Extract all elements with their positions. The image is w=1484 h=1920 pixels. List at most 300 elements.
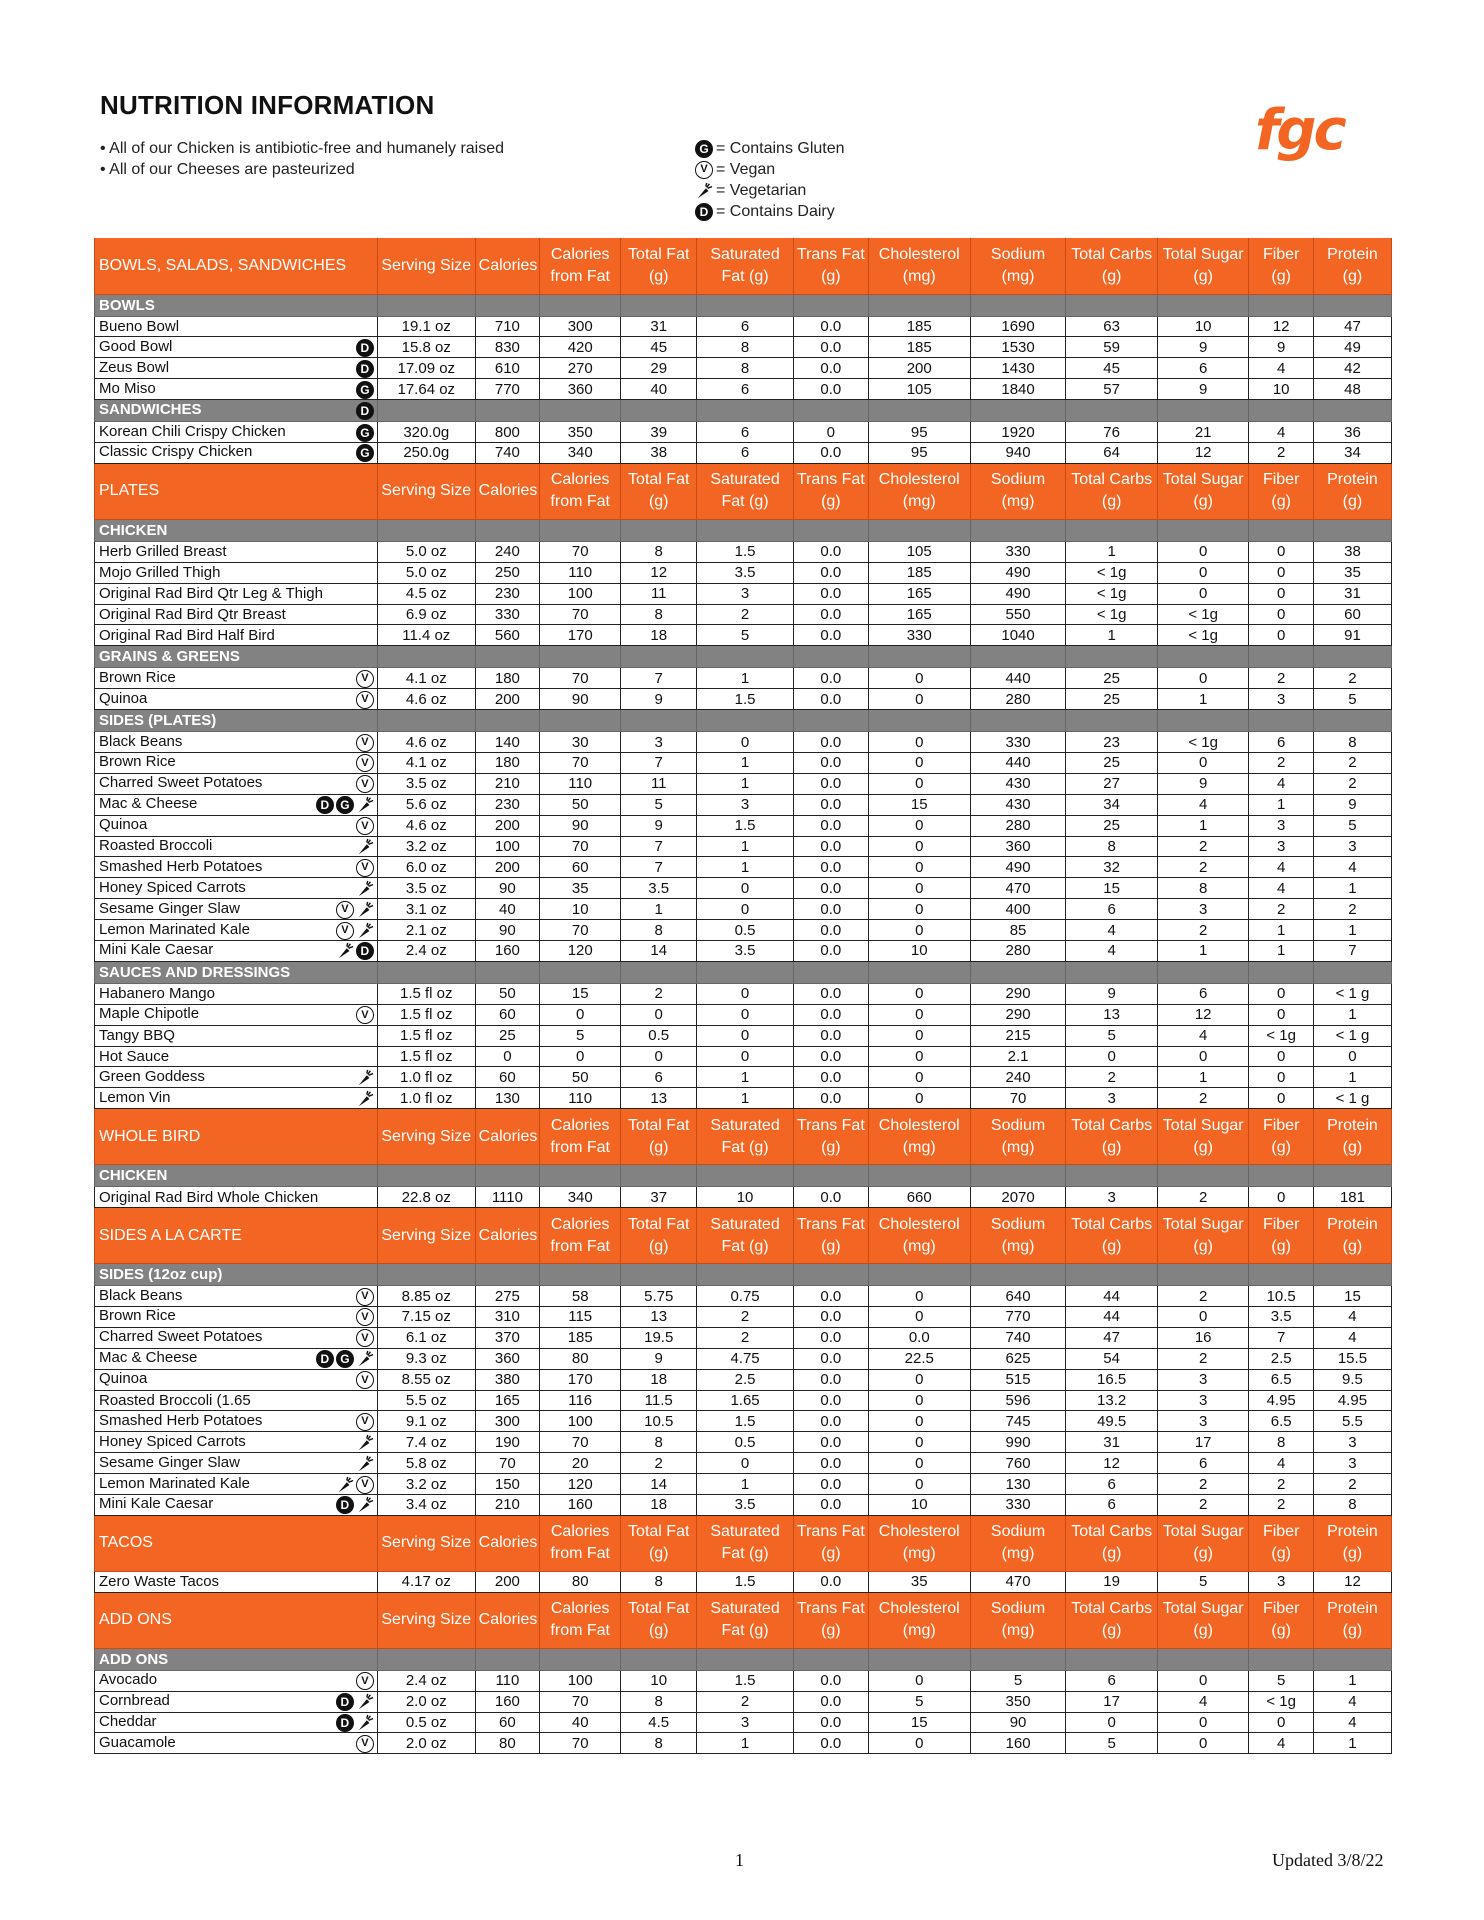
section-empty-cell — [1249, 1165, 1313, 1187]
section-label: SANDWICHES — [99, 401, 202, 419]
column-header: Calories — [475, 1208, 539, 1264]
vegetarian-carrot-icon — [695, 182, 713, 200]
item-name: Mini Kale Caesar — [99, 941, 214, 959]
item-name: Brown Rice — [99, 753, 176, 771]
section-cell — [95, 1264, 378, 1286]
table-cell: 240 — [970, 1067, 1066, 1088]
column-header: Sodium (mg) — [970, 1592, 1066, 1648]
section-empty-cell — [1157, 710, 1249, 732]
table-cell: 70 — [540, 668, 621, 689]
section-row — [95, 710, 1392, 732]
table-cell: 9 — [621, 1348, 697, 1369]
section-empty-cell — [540, 646, 621, 668]
table-cell: 2070 — [970, 1187, 1066, 1208]
section-empty-cell — [621, 294, 697, 316]
table-cell: 8 — [1313, 732, 1391, 753]
table-cell: 0.0 — [793, 1432, 868, 1453]
table-cell: 1.5 — [697, 1571, 794, 1592]
item-name: Sesame Ginger Slaw — [99, 1453, 240, 1471]
item-name: Avocado — [99, 1671, 158, 1689]
column-header: Protein (g) — [1313, 1515, 1391, 1571]
vegan-icon: V — [356, 817, 374, 835]
section-empty-cell — [1066, 1165, 1158, 1187]
nutrition-table — [94, 238, 1392, 1754]
table-cell: 130 — [970, 1474, 1066, 1495]
item-cell — [95, 541, 378, 562]
section-empty-cell — [793, 961, 868, 983]
table-cell: 1 — [697, 1067, 794, 1088]
table-cell: 8 — [1313, 1495, 1391, 1516]
section-empty-cell — [697, 961, 794, 983]
table-cell: 15 — [868, 794, 970, 815]
diet-icons — [356, 775, 374, 793]
gluten-icon: G — [336, 1350, 354, 1368]
section-empty-cell — [1157, 961, 1249, 983]
table-row — [95, 815, 1392, 836]
item-name: Mac & Cheese — [99, 795, 198, 813]
section-empty-cell — [1157, 646, 1249, 668]
table-cell: 9 — [1249, 337, 1313, 358]
item-name: Quinoa — [99, 689, 148, 707]
table-cell: 2 — [1249, 668, 1313, 689]
table-row — [95, 337, 1392, 358]
table-cell: 6.5 — [1249, 1369, 1313, 1390]
table-cell: 0.0 — [793, 668, 868, 689]
table-cell: 16.5 — [1066, 1369, 1158, 1390]
table-cell: 160 — [475, 940, 539, 961]
table-cell: < 1g — [1157, 604, 1249, 625]
table-cell: 1 — [697, 752, 794, 773]
table-cell: 10.5 — [621, 1411, 697, 1432]
table-cell: 6 — [1157, 983, 1249, 1004]
item-cell — [95, 815, 378, 836]
table-cell: 2 — [1249, 442, 1313, 463]
dairy-icon: D — [336, 1693, 354, 1711]
section-empty-cell — [793, 1264, 868, 1286]
item-cell — [95, 1691, 378, 1712]
table-cell: 0 — [868, 1369, 970, 1390]
table-cell: 8 — [697, 358, 794, 379]
item-cell — [95, 1046, 378, 1067]
vegan-icon: V — [356, 1413, 374, 1431]
table-cell: 5.8 oz — [377, 1453, 475, 1474]
table-cell: 200 — [475, 857, 539, 878]
table-cell: 165 — [868, 604, 970, 625]
table-cell: 0 — [868, 1411, 970, 1432]
table-cell: 0.5 — [621, 1025, 697, 1046]
section-empty-cell — [621, 519, 697, 541]
table-cell: 18 — [621, 1495, 697, 1516]
table-cell: 49.5 — [1066, 1411, 1158, 1432]
table-cell: 0 — [697, 1046, 794, 1067]
table-cell: 625 — [970, 1348, 1066, 1369]
section-empty-cell — [868, 519, 970, 541]
table-cell: 0 — [1249, 604, 1313, 625]
item-cell — [95, 604, 378, 625]
column-header: Serving Size — [377, 1515, 475, 1571]
section-empty-cell — [540, 400, 621, 422]
table-cell: 3 — [1313, 1432, 1391, 1453]
table-cell: 10 — [540, 899, 621, 920]
item-cell — [95, 316, 378, 337]
table-cell: 34 — [1066, 794, 1158, 815]
column-header: Total Sugar (g) — [1157, 1592, 1249, 1648]
vegan-icon: V — [336, 901, 354, 919]
item-cell — [95, 1025, 378, 1046]
item-name: Habanero Mango — [99, 985, 215, 1003]
table-row — [95, 1712, 1392, 1733]
diet-icons — [356, 1308, 374, 1326]
table-cell: 596 — [970, 1390, 1066, 1411]
section-empty-cell — [377, 519, 475, 541]
item-cell — [95, 1327, 378, 1348]
item-name: Smashed Herb Potatoes — [99, 1411, 263, 1429]
item-cell — [95, 752, 378, 773]
diet-icons — [356, 444, 374, 462]
section-label: BOWLS — [99, 296, 155, 314]
column-header: Total Fat (g) — [621, 1109, 697, 1165]
table-cell: 0 — [868, 1067, 970, 1088]
table-cell: 4.75 — [697, 1348, 794, 1369]
item-cell — [95, 1390, 378, 1411]
section-empty-cell — [970, 519, 1066, 541]
table-cell: 2.1 — [970, 1046, 1066, 1067]
item-name: Maple Chipotle — [99, 1005, 200, 1023]
table-cell: 160 — [540, 1495, 621, 1516]
table-cell: 5.0 oz — [377, 562, 475, 583]
table-cell: 8 — [1249, 1432, 1313, 1453]
section-empty-cell — [621, 646, 697, 668]
table-cell: 2.1 oz — [377, 920, 475, 941]
column-header: Protein (g) — [1313, 238, 1391, 294]
table-cell: 340 — [540, 442, 621, 463]
column-header: Saturated Fat (g) — [697, 463, 794, 519]
section-empty-cell — [540, 1648, 621, 1670]
table-cell: 4 — [1157, 1691, 1249, 1712]
table-cell: 20 — [540, 1453, 621, 1474]
table-row — [95, 316, 1392, 337]
table-cell: 420 — [540, 337, 621, 358]
table-row — [95, 920, 1392, 941]
table-cell: 4 — [1157, 1025, 1249, 1046]
section-empty-cell — [697, 710, 794, 732]
table-cell: 2 — [1066, 1067, 1158, 1088]
column-header: Total Sugar (g) — [1157, 463, 1249, 519]
column-header: Total Fat (g) — [621, 238, 697, 294]
section-empty-cell — [475, 519, 539, 541]
table-cell: < 1g — [1066, 583, 1158, 604]
gluten-icon: G — [336, 796, 354, 814]
section-empty-cell — [1157, 400, 1249, 422]
table-cell: 200 — [868, 358, 970, 379]
vegan-icon: V — [356, 1308, 374, 1326]
table-cell: 0 — [868, 857, 970, 878]
table-row — [95, 773, 1392, 794]
table-cell: 35 — [540, 878, 621, 899]
table-cell: 4 — [1249, 1733, 1313, 1754]
dairy-icon: D — [336, 1496, 354, 1514]
table-cell: 2 — [1157, 1187, 1249, 1208]
column-header: Total Carbs (g) — [1066, 238, 1158, 294]
section-empty-cell — [475, 1648, 539, 1670]
table-cell: 110 — [475, 1670, 539, 1691]
item-name: Original Rad Bird Whole Chicken — [99, 1188, 319, 1206]
table-cell: 0 — [868, 815, 970, 836]
table-cell: 770 — [970, 1307, 1066, 1328]
table-cell: 12 — [1157, 442, 1249, 463]
dairy-icon: D — [316, 796, 334, 814]
table-cell: 6.1 oz — [377, 1327, 475, 1348]
section-empty-cell — [1157, 519, 1249, 541]
table-row — [95, 1571, 1392, 1592]
table-cell: 1690 — [970, 316, 1066, 337]
section-empty-cell — [1313, 1648, 1391, 1670]
column-header: Calories from Fat — [540, 238, 621, 294]
table-cell: 100 — [540, 1670, 621, 1691]
table-cell: 2 — [1313, 668, 1391, 689]
table-cell: 9.5 — [1313, 1369, 1391, 1390]
diet-icons — [356, 670, 374, 688]
table-cell: 1.5 fl oz — [377, 1046, 475, 1067]
item-name: Lemon Vin — [99, 1088, 171, 1106]
table-row — [95, 1474, 1392, 1495]
table-cell: 5 — [1313, 689, 1391, 710]
table-cell: 2 — [1157, 1286, 1249, 1307]
table-cell: 3.2 oz — [377, 1474, 475, 1495]
gluten-icon: G — [356, 444, 374, 462]
table-cell: 400 — [970, 899, 1066, 920]
table-cell: 0 — [1157, 1307, 1249, 1328]
item-cell — [95, 1411, 378, 1432]
section-empty-cell — [1157, 294, 1249, 316]
vegetarian-carrot-icon — [336, 1476, 354, 1494]
table-cell: 60 — [540, 857, 621, 878]
column-header: Calories from Fat — [540, 463, 621, 519]
table-cell: 57 — [1066, 379, 1158, 400]
table-cell: 64 — [1066, 442, 1158, 463]
table-row — [95, 1067, 1392, 1088]
table-cell: 110 — [540, 562, 621, 583]
diet-icons — [316, 796, 374, 814]
table-row — [95, 358, 1392, 379]
diet-icons — [336, 922, 374, 940]
section-empty-cell — [970, 1264, 1066, 1286]
vegetarian-carrot-icon — [356, 838, 374, 856]
column-header: Cholesterol (mg) — [868, 1592, 970, 1648]
table-cell: 1 — [1157, 1067, 1249, 1088]
table-cell: 9 — [1313, 794, 1391, 815]
vegetarian-carrot-icon — [356, 1714, 374, 1732]
table-cell: 515 — [970, 1369, 1066, 1390]
diet-icons — [356, 1329, 374, 1347]
table-cell: 350 — [540, 422, 621, 443]
table-cell: 80 — [540, 1348, 621, 1369]
table-cell: 1 — [1249, 794, 1313, 815]
section-empty-cell — [621, 710, 697, 732]
column-header: Calories — [475, 463, 539, 519]
table-cell: 40 — [540, 1712, 621, 1733]
table-cell: 310 — [475, 1307, 539, 1328]
table-cell: 0.0 — [793, 1286, 868, 1307]
table-cell: 1 — [1157, 940, 1249, 961]
item-cell — [95, 1453, 378, 1474]
table-row — [95, 1004, 1392, 1025]
item-cell — [95, 1286, 378, 1307]
table-cell: 0.0 — [793, 625, 868, 646]
vegan-icon: V — [356, 859, 374, 877]
table-cell: 1.5 — [697, 815, 794, 836]
table-cell: 3 — [697, 1712, 794, 1733]
table-cell: 2 — [1157, 836, 1249, 857]
category-header-row — [95, 1109, 1392, 1165]
item-cell — [95, 1474, 378, 1495]
section-label: ADD ONS — [99, 1650, 169, 1668]
table-cell: 0.0 — [793, 1187, 868, 1208]
diet-icons — [356, 1371, 374, 1389]
diet-icons — [356, 1413, 374, 1431]
table-cell: 76 — [1066, 422, 1158, 443]
section-empty-cell — [1313, 1165, 1391, 1187]
table-cell: 150 — [475, 1474, 539, 1495]
table-cell: < 1g — [1066, 604, 1158, 625]
dairy-icon: D — [356, 402, 374, 420]
section-empty-cell — [621, 961, 697, 983]
table-cell: 0 — [868, 1453, 970, 1474]
table-cell: 200 — [475, 1571, 539, 1592]
table-cell: 6 — [1066, 899, 1158, 920]
column-header: Calories — [475, 1515, 539, 1571]
diet-icons — [336, 1476, 374, 1494]
table-cell: 5 — [1157, 1571, 1249, 1592]
table-cell: 1.0 fl oz — [377, 1088, 475, 1109]
section-empty-cell — [377, 1264, 475, 1286]
column-header: Sodium (mg) — [970, 238, 1066, 294]
table-cell: 0 — [793, 422, 868, 443]
section-empty-cell — [1249, 519, 1313, 541]
table-cell: 0.75 — [697, 1286, 794, 1307]
table-cell: 185 — [540, 1327, 621, 1348]
table-cell: 5.6 oz — [377, 794, 475, 815]
section-empty-cell — [1249, 961, 1313, 983]
item-name: Quinoa — [99, 1370, 148, 1388]
table-cell: 105 — [868, 541, 970, 562]
table-cell: 70 — [540, 1691, 621, 1712]
table-cell: 2 — [1249, 1495, 1313, 1516]
table-cell: 18 — [621, 1369, 697, 1390]
table-row — [95, 1327, 1392, 1348]
table-cell: 5.75 — [621, 1286, 697, 1307]
table-cell: 0 — [1157, 583, 1249, 604]
table-cell: 0.0 — [793, 732, 868, 753]
table-cell: 0.0 — [793, 1495, 868, 1516]
table-cell: 4 — [1249, 1453, 1313, 1474]
table-cell: 8.85 oz — [377, 1286, 475, 1307]
table-cell: 0.0 — [793, 1046, 868, 1067]
table-cell: 19.5 — [621, 1327, 697, 1348]
table-cell: 85 — [970, 920, 1066, 941]
table-cell: 17.64 oz — [377, 379, 475, 400]
item-cell — [95, 1307, 378, 1328]
table-cell: 29 — [621, 358, 697, 379]
diet-icons — [356, 1069, 374, 1087]
vegan-icon: V — [356, 1735, 374, 1753]
item-name: Mo Miso — [99, 379, 156, 397]
table-cell: 5 — [1066, 1025, 1158, 1046]
section-empty-cell — [377, 400, 475, 422]
item-cell — [95, 857, 378, 878]
table-cell: 0.0 — [793, 1411, 868, 1432]
item-cell — [95, 668, 378, 689]
table-cell: 6 — [1066, 1670, 1158, 1691]
table-cell: < 1 g — [1313, 1025, 1391, 1046]
item-name: Mini Kale Caesar — [99, 1495, 214, 1513]
item-name: Lemon Marinated Kale — [99, 1474, 250, 1492]
table-cell: 70 — [540, 752, 621, 773]
vegetarian-carrot-icon — [356, 796, 374, 814]
table-row — [95, 836, 1392, 857]
item-name: Sesame Ginger Slaw — [99, 899, 240, 917]
table-cell: 0.0 — [793, 379, 868, 400]
table-cell: 70 — [540, 920, 621, 941]
table-cell: 0.0 — [793, 1390, 868, 1411]
diet-icons — [316, 1350, 374, 1368]
table-cell: 165 — [475, 1390, 539, 1411]
section-empty-cell — [697, 1648, 794, 1670]
column-header: Fiber (g) — [1249, 1109, 1313, 1165]
table-cell: 0.0 — [793, 983, 868, 1004]
table-cell: 0.0 — [793, 794, 868, 815]
table-cell: 0 — [868, 1004, 970, 1025]
table-cell: 9 — [1157, 773, 1249, 794]
table-cell: 23 — [1066, 732, 1158, 753]
table-cell: 185 — [868, 316, 970, 337]
table-cell: 350 — [970, 1691, 1066, 1712]
section-empty-cell — [540, 710, 621, 732]
table-cell: 3 — [1249, 815, 1313, 836]
table-cell: 4 — [1157, 794, 1249, 815]
vegetarian-carrot-icon — [356, 1496, 374, 1514]
item-name: Guacamole — [99, 1733, 176, 1751]
table-cell: 70 — [540, 1432, 621, 1453]
table-cell: 50 — [540, 1067, 621, 1088]
dairy-icon: D — [695, 203, 713, 221]
section-empty-cell — [970, 1648, 1066, 1670]
table-cell: 70 — [540, 541, 621, 562]
table-cell: 2 — [1157, 920, 1249, 941]
section-label: CHICKEN — [99, 521, 168, 539]
table-cell: 14 — [621, 940, 697, 961]
table-cell: 490 — [970, 857, 1066, 878]
table-cell: 12 — [1157, 1004, 1249, 1025]
table-cell: 115 — [540, 1307, 621, 1328]
table-cell: 0 — [868, 1432, 970, 1453]
table-cell: 11.4 oz — [377, 625, 475, 646]
table-cell: 3 — [1313, 836, 1391, 857]
item-cell — [95, 1088, 378, 1109]
section-empty-cell — [697, 1165, 794, 1187]
table-cell: 170 — [540, 625, 621, 646]
table-cell: 0.0 — [793, 1474, 868, 1495]
section-empty-cell — [1066, 646, 1158, 668]
section-empty-cell — [1157, 1264, 1249, 1286]
section-label: SIDES (12oz cup) — [99, 1266, 223, 1284]
table-cell: 940 — [970, 442, 1066, 463]
table-cell: 15.8 oz — [377, 337, 475, 358]
item-cell — [95, 625, 378, 646]
table-cell: 95 — [868, 422, 970, 443]
table-cell: 0.0 — [793, 1712, 868, 1733]
table-cell: 380 — [475, 1369, 539, 1390]
